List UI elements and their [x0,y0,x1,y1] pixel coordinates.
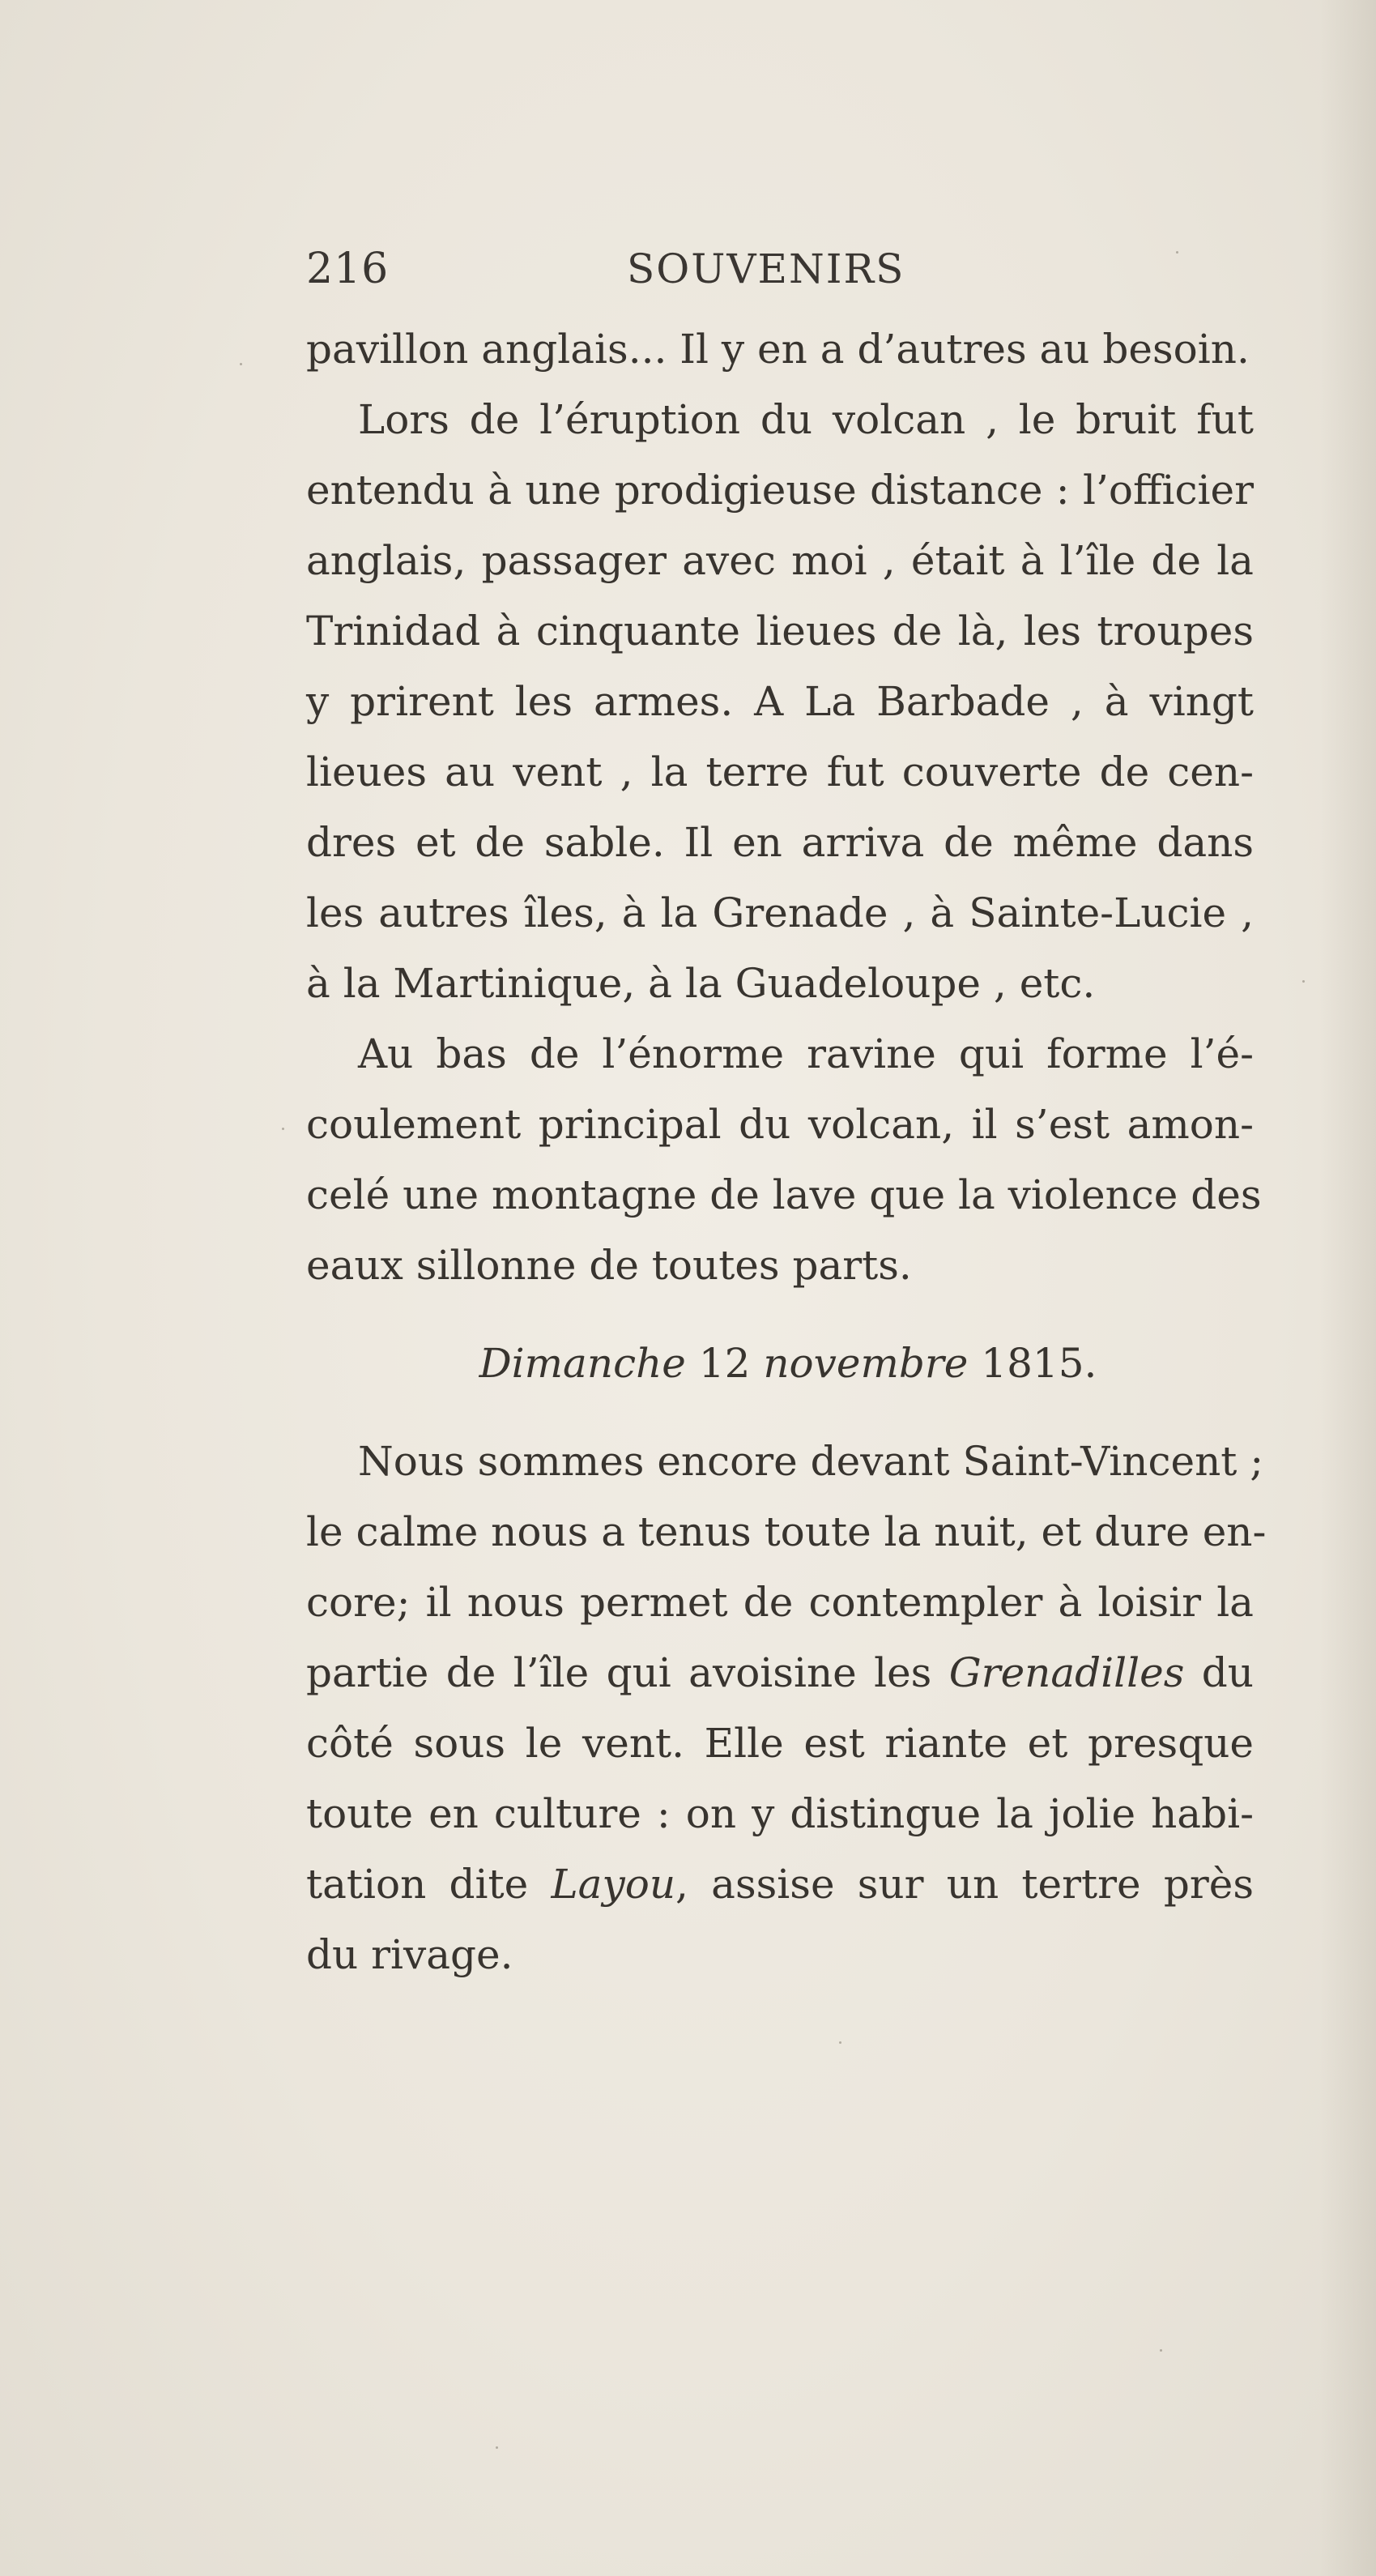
paper-speck [282,1128,284,1130]
paper-speck [839,2041,841,2044]
paper-speck [496,2446,498,2449]
paragraph-line: y prirent les armes. A La Barbade , à vingt [306,678,1254,725]
paragraph-line: du rivage. [306,1931,513,1978]
date-year: 1815. [981,1340,1097,1387]
text-segment: du [1184,1649,1255,1696]
paragraph-line [306,1638,1254,1708]
page-number: 216 [306,245,390,293]
place-name-layou: Layou [551,1861,676,1908]
paragraph-line: toute en culture : on y distingue la jolie habi- [306,1790,1254,1837]
paragraph-line: anglais, passager avec moi , était à l’île de la [306,537,1254,584]
paragraph-line: dres et de sable. Il en arriva de même dans [306,819,1254,866]
date-number: 12 [698,1340,751,1387]
paragraph-line: eaux sillonne de toutes parts. [306,1242,912,1289]
paragraph-line: Trinidad à cinquante lieues de là, les troupes [306,608,1254,655]
text-segment: , assise sur un tertre près [675,1861,1254,1908]
paragraph-line: core; il nous permet de contempler à loisir la [306,1579,1254,1626]
date-month: novembre [763,1340,969,1387]
paragraph-line: Lors de l’éruption du volcan , le bruit fut [358,396,1254,443]
place-name-grenadilles: Grenadilles [948,1649,1185,1696]
paragraph-line: le calme nous a tenus toute la nuit, et dure en- [306,1508,1267,1555]
paragraph-line: entendu à une prodigieuse distance : l’officier [306,467,1254,514]
paragraph-line: pavillon anglais... Il y en a d’autres au besoin. [306,326,1250,373]
text-segment: partie de l’île qui avoisine les [306,1649,949,1696]
paper-speck [1176,251,1178,254]
date-day: Dimanche [479,1340,686,1387]
text-segment: tation dite [306,1861,552,1908]
paragraph-line: Nous sommes encore devant Saint-Vincent ; [358,1438,1264,1485]
paper-speck [240,363,242,365]
paragraph-line: à la Martinique, à la Guadeloupe , etc. [306,960,1096,1007]
paragraph-line [306,1849,1254,1920]
paragraph-line: celé une montagne de lave que la violence des [306,1171,1262,1218]
body-text [306,314,1267,1990]
page-edge-shadow [1319,0,1376,2576]
paragraph-line: Au bas de l’énorme ravine qui forme l’é- [358,1030,1254,1077]
paragraph-line: lieues au vent , la terre fut couverte de cen- [306,748,1254,795]
paper-speck [1160,2349,1162,2352]
paragraph-line: coulement principal du volcan, il s’est amon- [306,1101,1254,1148]
running-head: SOUVENIRS [627,245,905,292]
paragraph-line: les autres îles, à la Grenade , à Sainte-Lucie , [306,889,1254,936]
page-header [306,237,1035,301]
paper-speck [1302,980,1305,983]
date-heading [306,1329,1254,1399]
paragraph-line: côté sous le vent. Elle est riante et presque [306,1720,1254,1767]
